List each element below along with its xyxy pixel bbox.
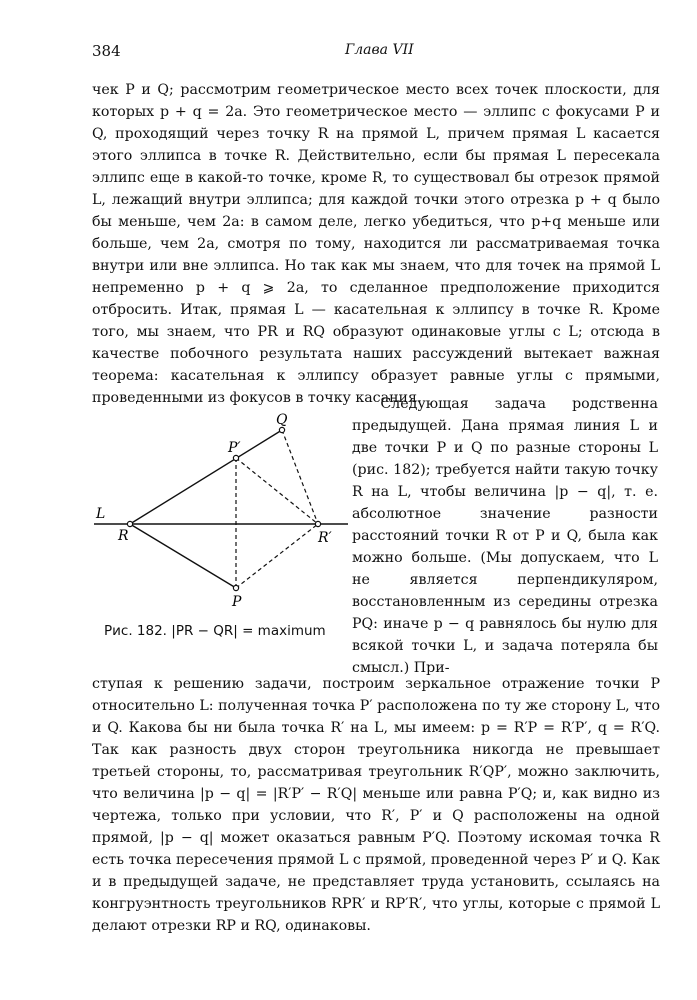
point-Pprime	[233, 455, 238, 460]
figure-caption: Рис. 182. |PR − QR| = maximum	[104, 623, 326, 639]
point-Rprime	[315, 521, 320, 526]
body-text-paragraph-1	[92, 79, 660, 409]
figure-182	[90, 410, 352, 610]
label-P: P	[232, 594, 242, 610]
geometry-diagram	[90, 410, 352, 610]
label-R: R	[118, 528, 129, 544]
segment-PRprime	[236, 524, 318, 588]
label-Q: Q	[276, 412, 288, 428]
segment-RP	[130, 524, 236, 588]
page-header	[92, 42, 652, 64]
chapter-title: Глава VII	[345, 42, 414, 58]
paragraph-2-rest: ступая к решению задачи, построим зеркальное отражение точки P относительно L: полученная точка P′ расположена по ту же сторону L, что и Q. Какова бы ни была точка R′ на L, мы имеем: p = R′P = R′P′, q = R′Q. Так как разность двух сторон треугольника никогда не превышает третьей стороны, то, рассматривая треугольник R′QP′, можно заключить, что величина |p − q| = |R′P′ − R′Q| меньше или равна P′Q; и, как видно из чертежа, только при условии, что R′, P′ и Q расположены на одной прямой, |p − q| может оказаться равным P′Q. Поэтому искомая точка R есть точка пересечения прямой L с прямой, проведенной через P′ и Q. Как и в предыдущей задаче, не представляет труда установить, ссылаясь на конгруэнтность треугольников RPR′ и RP′R′, что углы, которые с прямой L делают отрезки RP и RQ, одинаковы.	[92, 676, 660, 935]
paragraph-2-wrapped: Следующая задача родственна предыдущей. Дана прямая линия L и две точки P и Q по разные стороны L (рис. 182); требуется найти такую точку R на L, чтобы величина |p − q|, т. е. абсолютное значение разности расстояний точки R от P и Q, была как можно больше. (Мы допускаем, что L не является перпендикуляром, восстановленным из середины отрезка PQ: иначе p − q равнялось бы нулю для всякой точки L, и задача потеряла бы смысл.) При-	[352, 396, 658, 676]
body-text-paragraph-2-rest	[92, 659, 660, 951]
segment-QRprime	[282, 430, 318, 524]
page-number: 384	[92, 42, 121, 60]
label-Rprime: R′	[318, 530, 332, 546]
label-L: L	[96, 506, 106, 522]
point-P	[233, 585, 238, 590]
point-R	[127, 521, 132, 526]
point-Q	[279, 427, 284, 432]
label-Pprime: P′	[228, 440, 241, 456]
paragraph-1: чек P и Q; рассмотрим геометрическое место всех точек плоскости, для которых p + q = 2a. Это геометрическое место — эллипс с фокусами P и Q, проходящий через точку R на прямой L, причем прямая L касается этого эллипса в точке R. Действительно, если бы прямая L пересекала эллипс еще в какой-то точке, кроме R, то существовал бы отрезок прямой L, лежащий внутри эллипса; для каждой точки этого отрезка p + q было бы меньше, чем 2a: в самом деле, легко убедиться, что p+q меньше или больше, чем 2a, смотря по тому, находится ли рассматриваемая точка внутри или вне эллипса. Но так как мы знаем, что для точек на прямой L непременно p + q ⩾ 2a, то сделанное предположение приходится отбросить. Итак, прямая L — касательная к эллипсу в точке R. Кроме того, мы знаем, что PR и RQ образуют одинаковые углы с L; отсюда в качестве побочного результата наших рассуждений вытекает важная теорема: касательная к эллипсу образует равные углы с прямыми, проведенными из фокусов в точку касания.	[92, 82, 660, 406]
body-text-paragraph-2-wrapped	[352, 393, 658, 679]
